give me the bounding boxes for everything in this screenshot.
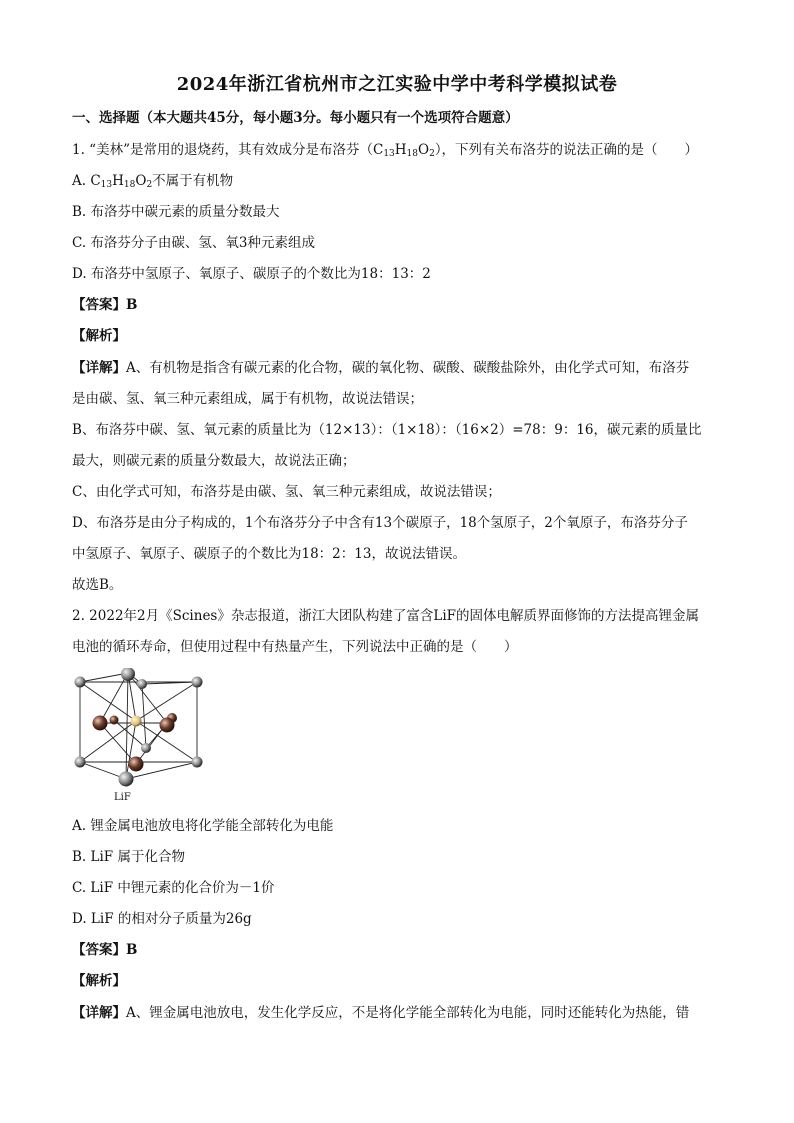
q2-option-d: D. LiF 的相对分子质量为26g: [72, 911, 252, 927]
atom: [131, 716, 142, 727]
q2-detail-1: 【详解】A、锂金属电池放电，发生化学反应，不是将化学能全部转化为电能，同时还能转化为热能，错: [72, 1005, 690, 1021]
q1-detail-4: 最大，则碳元素的质量分数最大，故说法正确；: [72, 453, 356, 469]
q1-option-d: D. 布洛芬中氢原子、氧原子、碳原子的个数比为18：13：2: [72, 266, 431, 282]
page-title: 2024年浙江省杭州市之江实验中学中考科学模拟试卷: [176, 74, 618, 95]
q1-detail-3: B、布洛芬中碳、氢、氧元素的质量比为（12×13）：（1×18）：（16×2）=78：9：16，碳元素的质量比: [72, 422, 702, 438]
q1-detail-6: D、布洛芬是由分子构成的，1个布洛芬分子中含有13个碳原子，18个氢原子，2个氧原子，布洛芬分子: [72, 515, 688, 531]
q2-answer: 【答案】B: [72, 942, 138, 958]
q2-option-c: C. LiF 中锂元素的化合价为－1价: [72, 880, 275, 896]
lif-crystal-structure-figure: [70, 668, 210, 792]
lattice-atoms: [75, 668, 203, 787]
atom: [141, 743, 151, 753]
q1-analysis-label: 【解析】: [72, 328, 126, 344]
atom: [160, 718, 175, 733]
q1-answer: 【答案】B: [72, 297, 138, 313]
atom: [93, 716, 108, 731]
q2-option-b: B. LiF 属于化合物: [72, 849, 185, 865]
q1-detail-2: 是由碳、氢、氧三种元素组成，属于有机物，故说法错误；: [72, 391, 423, 407]
q1-conclusion: 故选B。: [72, 577, 123, 593]
section-heading: 一、选择题（本大题共45分，每小题3分。每小题只有一个选项符合题意）: [72, 110, 519, 126]
figure-caption: LiF: [114, 792, 131, 803]
atom: [137, 679, 147, 689]
q1-detail-1: 【详解】A、有机物是指含有碳元素的化合物，碳的氧化物、碳酸、碳酸盐除外，由化学式可知，布洛芬: [72, 360, 690, 376]
atom: [192, 757, 203, 768]
q2-stem-1: 2. 2022年2月《Scines》杂志报道，浙江大团队构建了富含LiF的固体电解质界面修饰的方法提高锂金属: [72, 608, 700, 624]
atom: [129, 757, 144, 772]
atom: [192, 677, 203, 688]
q2-stem-2: 电池的循环寿命，但使用过程中有热量产生，下列说法中正确的是（ ）: [72, 639, 518, 655]
q1-detail-5: C、由化学式可知，布洛芬是由碳、氢、氧三种元素组成，故说法错误；: [72, 484, 501, 500]
q1-detail-7: 中氢原子、氧原子、碳原子的个数比为18：2：13，故说法错误。: [72, 546, 466, 562]
q1-option-c: C. 布洛芬分子由碳、氢、氧3种元素组成: [72, 235, 316, 251]
q2-analysis-label: 【解析】: [72, 973, 126, 989]
atom: [110, 716, 119, 725]
atom: [75, 677, 86, 688]
q1-option-a: A. $C_{13}H_{18}O_2$不属于有机物: [72, 173, 234, 190]
q1-option-b: B. 布洛芬中碳元素的质量分数最大: [72, 204, 280, 220]
q2-option-a: A. 锂金属电池放电将化学能全部转化为电能: [72, 818, 334, 834]
q1-stem: 1. “美林”是常用的退烧药，其有效成分是布洛芬$(C_{13}H_{18}O_2)$，下列有关布洛芬的说法正确的是（ ）: [72, 142, 699, 159]
atom: [75, 757, 86, 768]
atom: [119, 772, 134, 787]
